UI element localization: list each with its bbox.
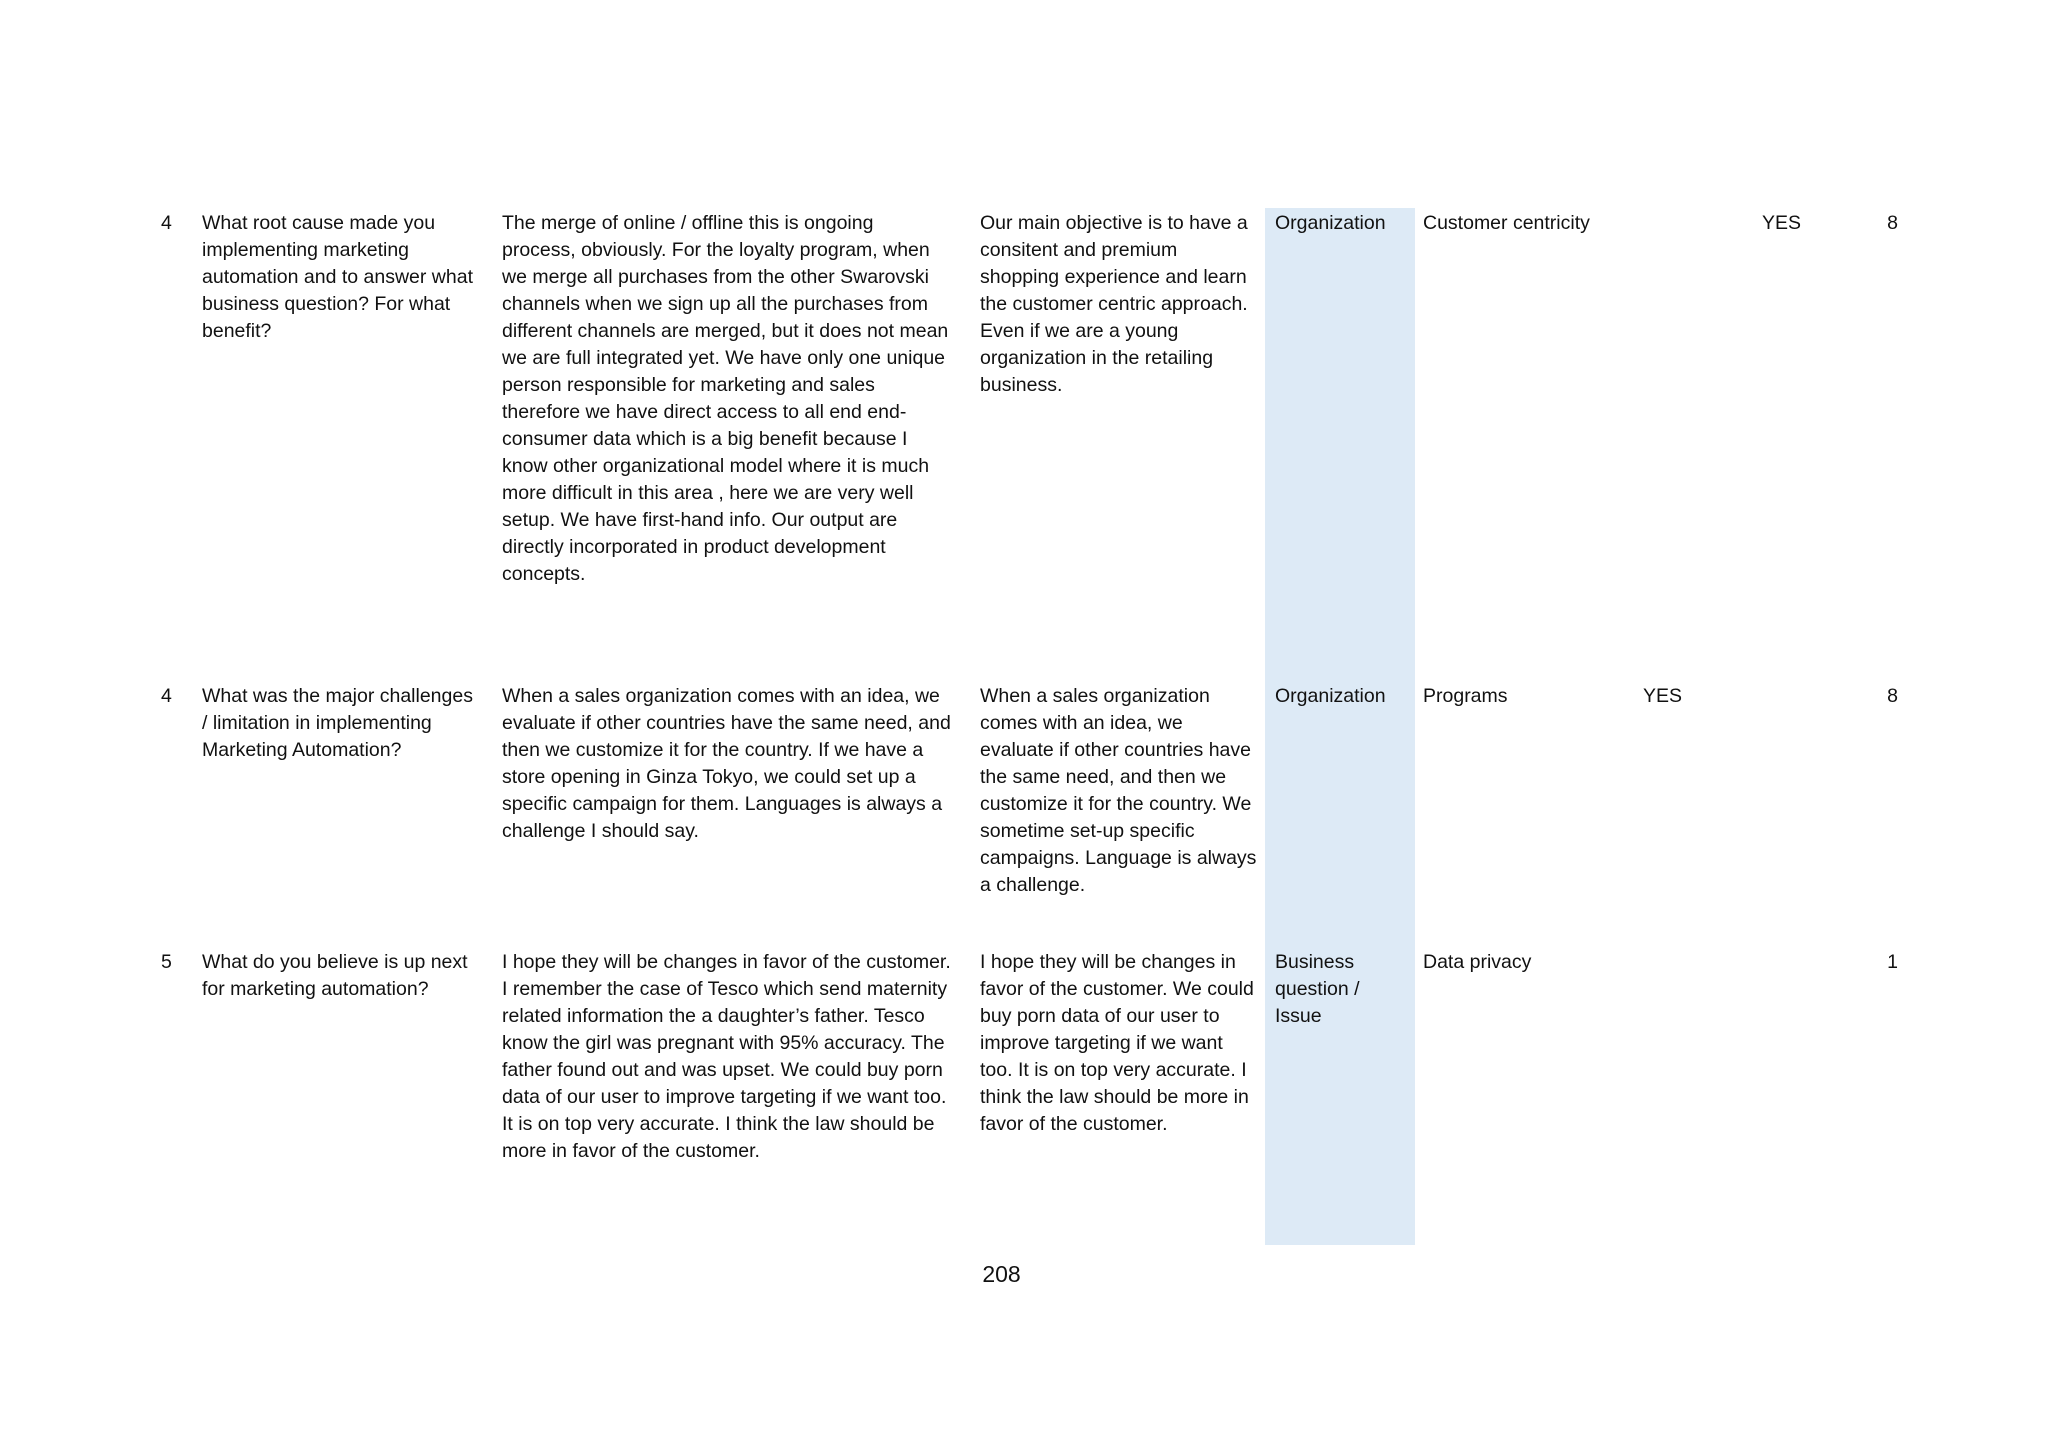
subcategory-text: Customer centricity bbox=[1423, 212, 1590, 234]
question-text: What do you believe is up next for marketing automation? bbox=[202, 951, 468, 1000]
category-text: Organization bbox=[1275, 685, 1386, 707]
row-number: 5 bbox=[161, 951, 172, 973]
summary-text: Our main objective is to have a consitent and premium shopping experience and learn the customer centric approach. Even if we are a young organization in the retailing business. bbox=[980, 212, 1248, 396]
row-number: 4 bbox=[161, 212, 172, 234]
answer-text: I hope they will be changes in favor of the customer. I remember the case of Tesco which send maternity related information the a daughter’s father. Tesco know the girl was pregnant with 95% accuracy. The father found out and was upset. We could buy porn data of our user to improve targeting if we want too. It is on top very accurate. I think the law should be more in favor of the customer. bbox=[502, 951, 951, 1162]
category-text: Business question / Issue bbox=[1275, 951, 1360, 1027]
subcategory-text: Programs bbox=[1423, 685, 1508, 707]
question-text: What was the major challenges / limitation in implementing Marketing Automation? bbox=[202, 685, 473, 761]
page-number: 208 bbox=[982, 1261, 1021, 1287]
summary-text: I hope they will be changes in favor of the customer. We could buy porn data of our user to improve targeting if we want too. It is on top very accurate. I think the law should be more in favor of the customer. bbox=[980, 951, 1254, 1135]
subcategory-text: Data privacy bbox=[1423, 951, 1532, 973]
score-value: 8 bbox=[1887, 212, 1898, 234]
question-text: What root cause made you implementing marketing automation and to answer what business question? For what benefit? bbox=[202, 212, 474, 342]
yes-column-1: YES bbox=[1643, 685, 1683, 707]
yes-column-2: YES bbox=[1762, 212, 1802, 234]
score-value: 1 bbox=[1887, 951, 1898, 973]
summary-text: When a sales organization comes with an idea, we evaluate if other countries have the same need, and then we customize it for the country. We sometime set-up specific campaigns. Language is always a challenge. bbox=[980, 685, 1257, 896]
category-text: Organization bbox=[1275, 212, 1386, 234]
answer-text: When a sales organization comes with an idea, we evaluate if other countries have the same need, and then we customize it for the country. If we have a store opening in Ginza Tokyo, we could set up a specific campaign for them. Languages is always a challenge I should say. bbox=[502, 685, 951, 842]
answer-text: The merge of online / offline this is ongoing process, obviously. For the loyalty program, when we merge all purchases from the other Swarovski channels when we sign up all the purchases from different channels are merged, but it does not mean we are full integrated yet. We have only one unique person responsible for marketing and sales therefore we have direct access to all end end-consumer data which is a big benefit because I know other organizational model where it is much more difficult in this area , here we are very well setup. We have first-hand info. Our output are directly incorporated in product development concepts. bbox=[502, 212, 949, 585]
row-number: 4 bbox=[161, 685, 172, 707]
score-value: 8 bbox=[1887, 685, 1898, 707]
category-column-highlight bbox=[1265, 208, 1415, 1245]
